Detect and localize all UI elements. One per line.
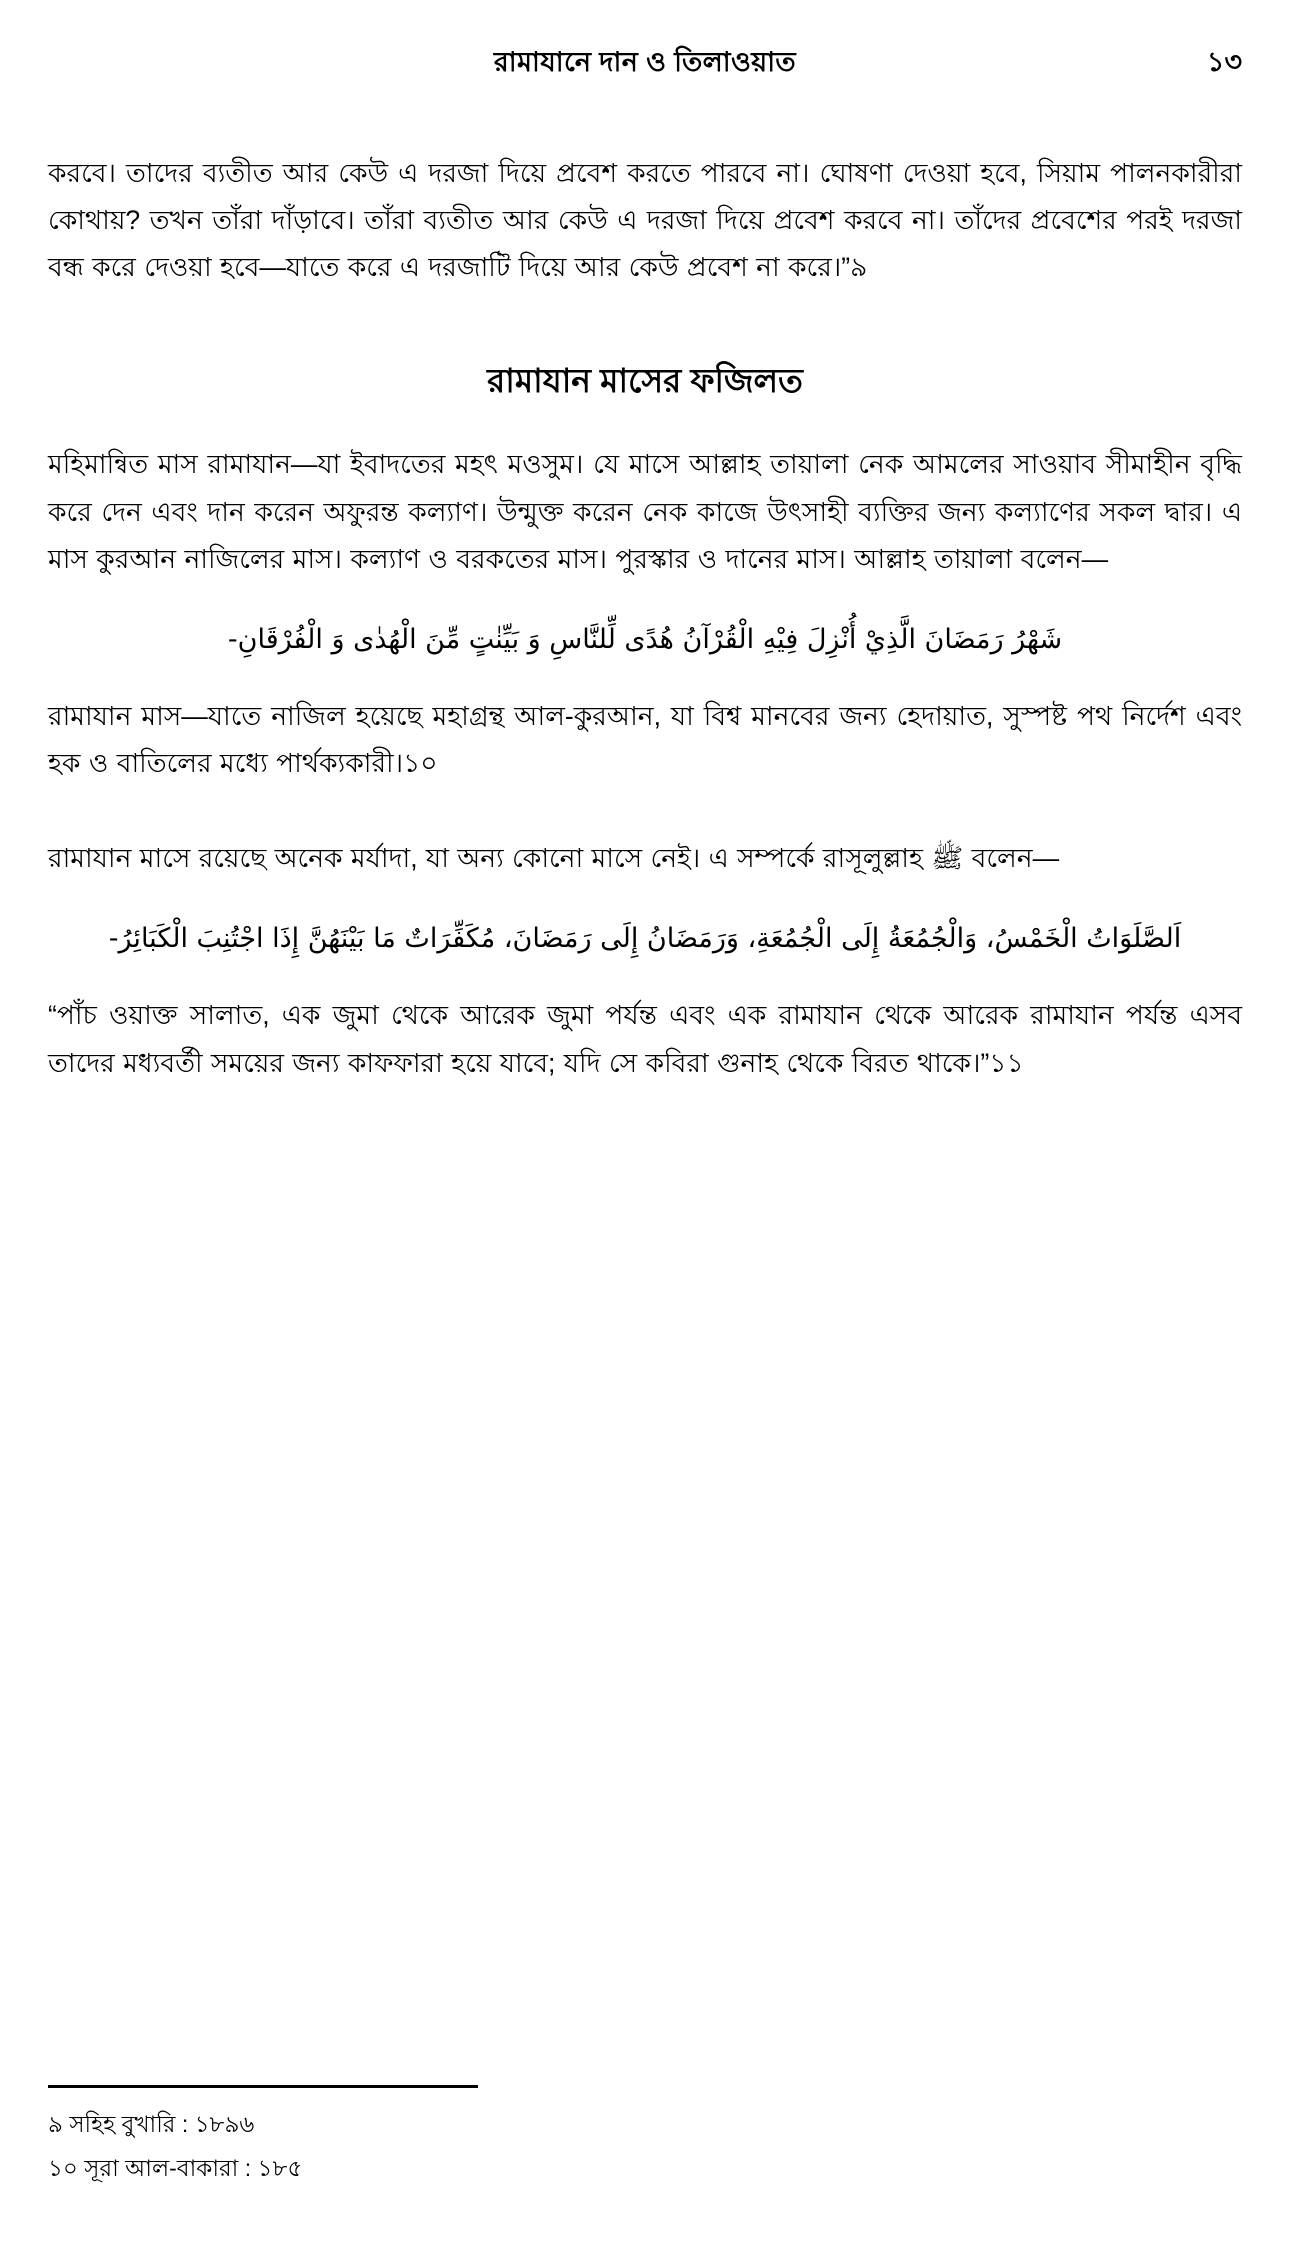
body-text bbox=[48, 150, 1242, 1109]
paragraph-hadith-intro: রামাযান মাসে রয়েছে অনেক মর্যাদা, যা অন্য কোনো মাসে নেই। এ সম্পর্কে রাসূলুল্লাহ ﷺ বলেন— bbox=[48, 843, 1060, 874]
section-heading: রামাযান মাসের ফজিলত bbox=[487, 362, 803, 400]
footnote-item: ১০ সূরা আল-বাকারা : ১৮৫ bbox=[48, 2155, 303, 2182]
arabic-hadith-text: اَلصَّلَوَاتُ الْخَمْسُ، وَالْجُمُعَةُ إِلَى الْجُمُعَةِ، وَرَمَضَانُ إِلَى رَمَضَانَ، مُكَفِّرَاتٌ مَا بَيْنَهُنَّ إِذَا اجْتُنِبَ الْكَبَائِرُ- bbox=[108, 923, 1182, 955]
running-head-title: রামাযানে দান ও তিলাওয়াত bbox=[493, 47, 797, 77]
running-head bbox=[40, 42, 1250, 88]
footnote-item: ৯ সহিহ বুখারি : ১৮৯৬ bbox=[48, 2111, 255, 2138]
paragraph-continuation: করবে। তাদের ব্যতীত আর কেউ এ দরজা দিয়ে প্রবেশ করতে পারবে না। ঘোষণা দেওয়া হবে, সিয়াম পালনকারীরা কোথায়? তখন তাঁরা দাঁড়াবে। তাঁরা ব্যতীত আর কেউ এ দরজা দিয়ে প্রবেশ করবে না। তাঁদের প্রবেশের পরই দরজা বন্ধ করে দেওয়া হবে—যাতে করে এ দরজাটি দিয়ে আর কেউ প্রবেশ না করে।”৯ bbox=[48, 158, 1242, 283]
paragraph-verse-translation: রামাযান মাস—যাতে নাজিল হয়েছে মহাগ্রন্থ আল-কুরআন, যা বিশ্ব মানবের জন্য হেদায়াত, সুস্পষ্ট পথ নির্দেশ এবং হক ও বাতিলের মধ্যে পার্থক্যকারী।১০ bbox=[48, 700, 1242, 779]
page-content-area bbox=[40, 0, 1250, 2250]
footnote-divider bbox=[48, 2085, 478, 2088]
arabic-quran-verse: شَهْرُ رَمَضَانَ الَّذِيْ أُنْزِلَ فِيْهِ الْقُرْآنُ هُدًى لِّلنَّاسِ وَ بَيِّنٰتٍ مِّنَ الْهُدٰى وَ الْفُرْقَانِ- bbox=[227, 623, 1063, 655]
footnote-section bbox=[48, 2085, 748, 2194]
paragraph-hadith-translation: “পাঁচ ওয়াক্ত সালাত, এক জুমা থেকে আরেক জুমা পর্যন্ত এবং এক রামাযান থেকে আরেক রামাযান পর্যন্ত এসব তাদের মধ্যবর্তী সময়ের জন্য কাফফারা হয়ে যাবে; যদি সে কবিরা গুনাহ থেকে বিরত থাকে।”১১ bbox=[48, 1000, 1242, 1078]
paragraph-ramadan-virtue: মহিমান্বিত মাস রামাযান—যা ইবাদতের মহৎ মওসুম। যে মাসে আল্লাহ তায়ালা নেক আমলের সাওয়াব সীমাহীন বৃদ্ধি করে দেন এবং দান করেন অফুরন্ত কল্যাণ। উন্মুক্ত করেন নেক কাজে উৎসাহী ব্যক্তির জন্য কল্যাণের সকল দ্বার। এ মাস কুরআন নাজিলের মাস। কল্যাণ ও বরকতের মাস। পুরস্কার ও দানের মাস। আল্লাহ তায়ালা বলেন— bbox=[48, 449, 1242, 574]
page-number: ১৩ bbox=[1206, 47, 1242, 77]
